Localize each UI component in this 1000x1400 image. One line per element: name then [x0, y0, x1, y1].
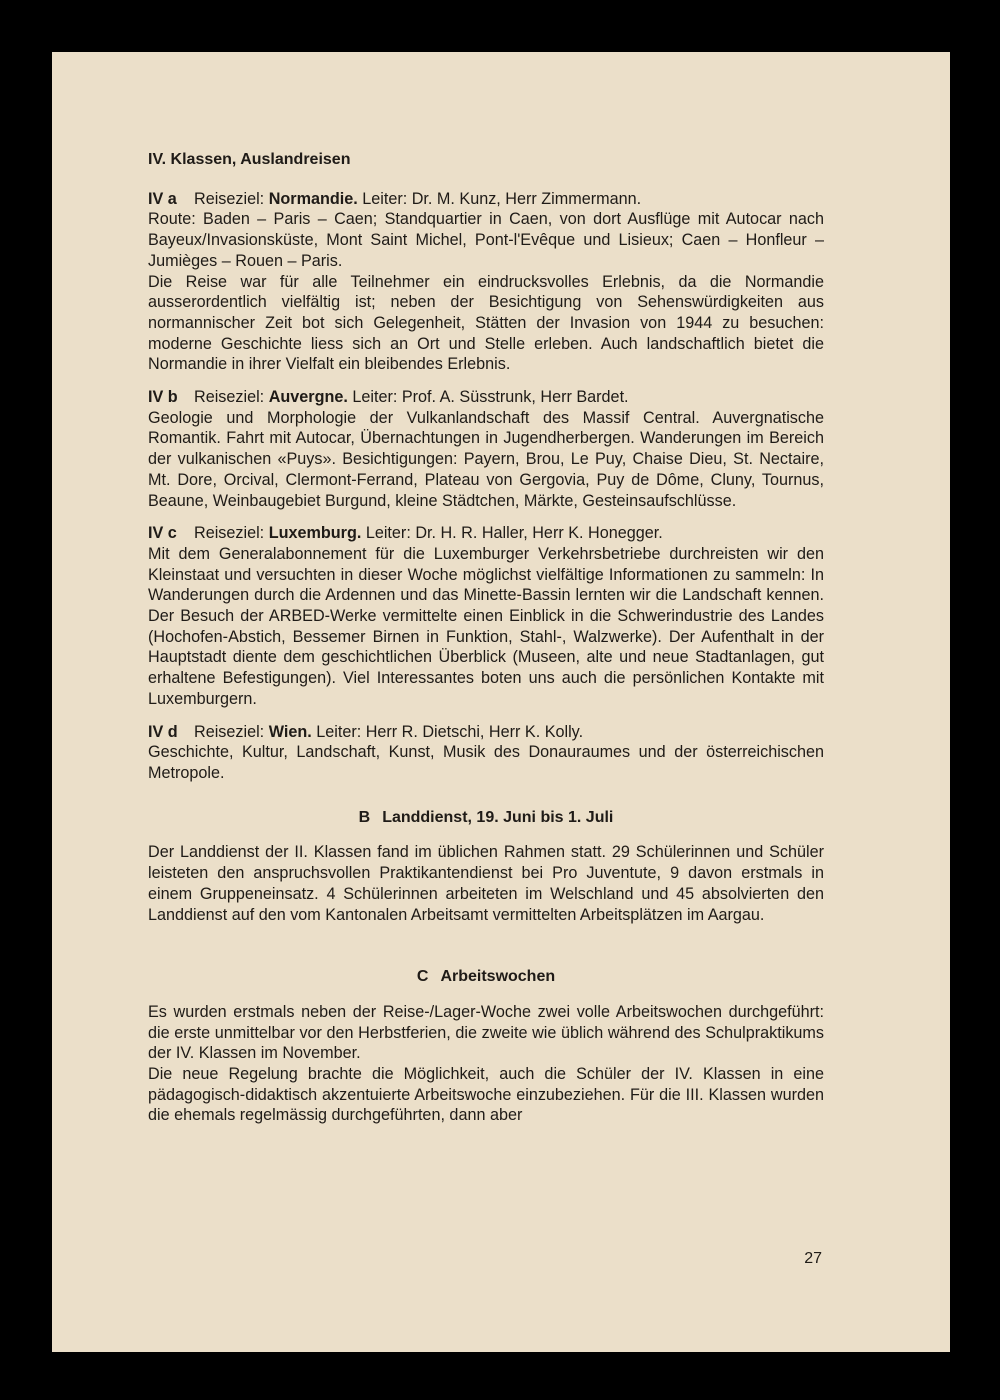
trip-leader: Leiter: Dr. H. R. Haller, Herr K. Honegger.: [365, 524, 663, 543]
body-paragraph: Die neue Regelung brachte die Möglichkeit, auch die Schüler der IV. Klassen in eine pädagogisch-didaktisch akzentuierte Arbeitswoche einzubeziehen. Für die III. Klassen wurden die ehemals regelmässig durchgeführten, dann aber: [148, 1065, 824, 1125]
trip-paragraph: Geologie und Morphologie der Vulkanlandschaft des Massif Central. Auvergnatische Romantik. Fahrt mit Autocar, Übernachtungen in Jugendherbergen. Wanderungen im Bereich der vulkanischen «Puys». Besichtigungen: Payern, Brou, Le Puy, Chaise Dieu, St. Nectaire, Mt. Dore, Orcival, Clermont-Ferrand, Plateau von Gergovia, Puy de Dôme, Cluny, Tournus, Beaune, Weinbaugebiet Burgund, kleine Städtchen, Märkte, Gesteinsaufschlüsse.: [148, 408, 824, 510]
arbeitswochen-heading: [148, 967, 824, 988]
trip-code: IV c: [148, 524, 177, 543]
section-title: Arbeitswochen: [440, 968, 556, 986]
section-heading: IV. Klassen, Auslandreisen: [148, 151, 351, 168]
trip-label: Reiseziel:: [194, 189, 265, 208]
body-paragraph: Es wurden erstmals neben der Reise-/Lager-Woche zwei volle Arbeitswochen durchgeführt: die erste unmittelbar vor den Herbstferien, die zweite wie üblich während des Schulpraktikums der IV. Klassen im November.: [148, 1002, 824, 1063]
trip-section-ivc: [148, 523, 824, 709]
trip-header: [148, 387, 824, 408]
arbeitswochen-section: [148, 1002, 824, 1126]
trip-label: Reiseziel:: [194, 388, 265, 407]
body-paragraph: Der Landdienst der II. Klassen fand im üblichen Rahmen statt. 29 Schülerinnen und Schüler leisteten den anspruchsvollen Praktikantendienst bei Pro Juventute, 9 davon erstmals in einem Gruppeneinsatz. 4 Schülerinnen arbeiteten im Welschland und 45 absolvierten den Landdienst auf den vom Kantonalen Arbeitsamt vermittelten Arbeitsplätzen im Aargau.: [148, 843, 824, 924]
trip-code: IV b: [148, 388, 178, 407]
trip-leader: Leiter: Herr R. Dietschi, Herr K. Kolly.: [316, 722, 584, 741]
trip-code: IV d: [148, 722, 178, 741]
trip-paragraph: Route: Baden – Paris – Caen; Standquartier in Caen, von dort Ausflüge mit Autocar nach Bayeux/Invasionsküste, Mont Saint Michel, Pont-l'Evêque und Lisieux; Caen – Honfleur – Jumièges – Rouen – Paris.: [148, 210, 824, 270]
page-content: [148, 150, 824, 1138]
trip-destination: Wien.: [268, 722, 312, 741]
section-letter: B: [358, 808, 371, 826]
trip-destination: Auvergne.: [268, 388, 348, 407]
trip-header: [148, 722, 824, 743]
trip-code: IV a: [148, 189, 177, 208]
trip-destination: Normandie.: [268, 189, 358, 208]
trip-section-iva: [148, 189, 824, 375]
trip-paragraph: Die Reise war für alle Teilnehmer ein eindrucksvolles Erlebnis, da die Normandie ausserordentlich vielfältig ist; neben der Besichtigung von Sehenswürdigkeiten aus normannischer Zeit bot sich Gelegenheit, Stätten der Invasion von 1944 zu besuchen: moderne Geschichte liess sich an Ort und Stelle erleben. Auch landschaftlich bietet die Normandie in ihrer Vielfalt ein bleibendes Erlebnis.: [148, 272, 824, 374]
trip-paragraph: Mit dem Generalabonnement für die Luxemburger Verkehrsbetriebe durchreisten wir den Kleinstaat und versuchten in dieser Woche möglichst vielfältige Informationen zu sammeln: In Wanderungen durch die Ardennen und das Minette-Bassin lernten wir die Landschaft kennen. Der Besuch der ARBED-Werke vermittelte einen Einblick in die Schwerindustrie des Landes (Hochofen-Abstich, Bessemer Birnen in Funktion, Stahl-, Walzwerke). Der Aufenthalt in der Hauptstadt diente dem geschichtlichen Überblick (Museen, alte und neue Stadtanlagen, gut erhaltene Befestigungen). Viel Interessantes boten uns auch die persönlichen Kontakte mit Luxemburgern.: [148, 544, 824, 708]
trip-label: Reiseziel:: [194, 722, 265, 741]
trip-paragraph: Geschichte, Kultur, Landschaft, Kunst, Musik des Donauraumes und der österreichischen Metropole.: [148, 743, 824, 782]
trip-section-ivb: [148, 387, 824, 511]
trip-leader: Leiter: Dr. M. Kunz, Herr Zimmermann.: [362, 189, 642, 208]
trip-label: Reiseziel:: [194, 524, 265, 543]
trip-leader: Leiter: Prof. A. Süsstrunk, Herr Bardet.: [352, 388, 629, 407]
page-number: 27: [804, 1250, 822, 1267]
trip-header: [148, 523, 824, 544]
section-letter: C: [416, 968, 429, 986]
document-page: [52, 52, 950, 1352]
trip-header: [148, 189, 824, 210]
landdienst-section: [148, 842, 824, 925]
section-title: Landdienst, 19. Juni bis 1. Juli: [382, 808, 614, 826]
trip-section-ivd: [148, 722, 824, 784]
trip-destination: Luxemburg.: [268, 524, 362, 543]
landdienst-heading: [148, 808, 824, 829]
